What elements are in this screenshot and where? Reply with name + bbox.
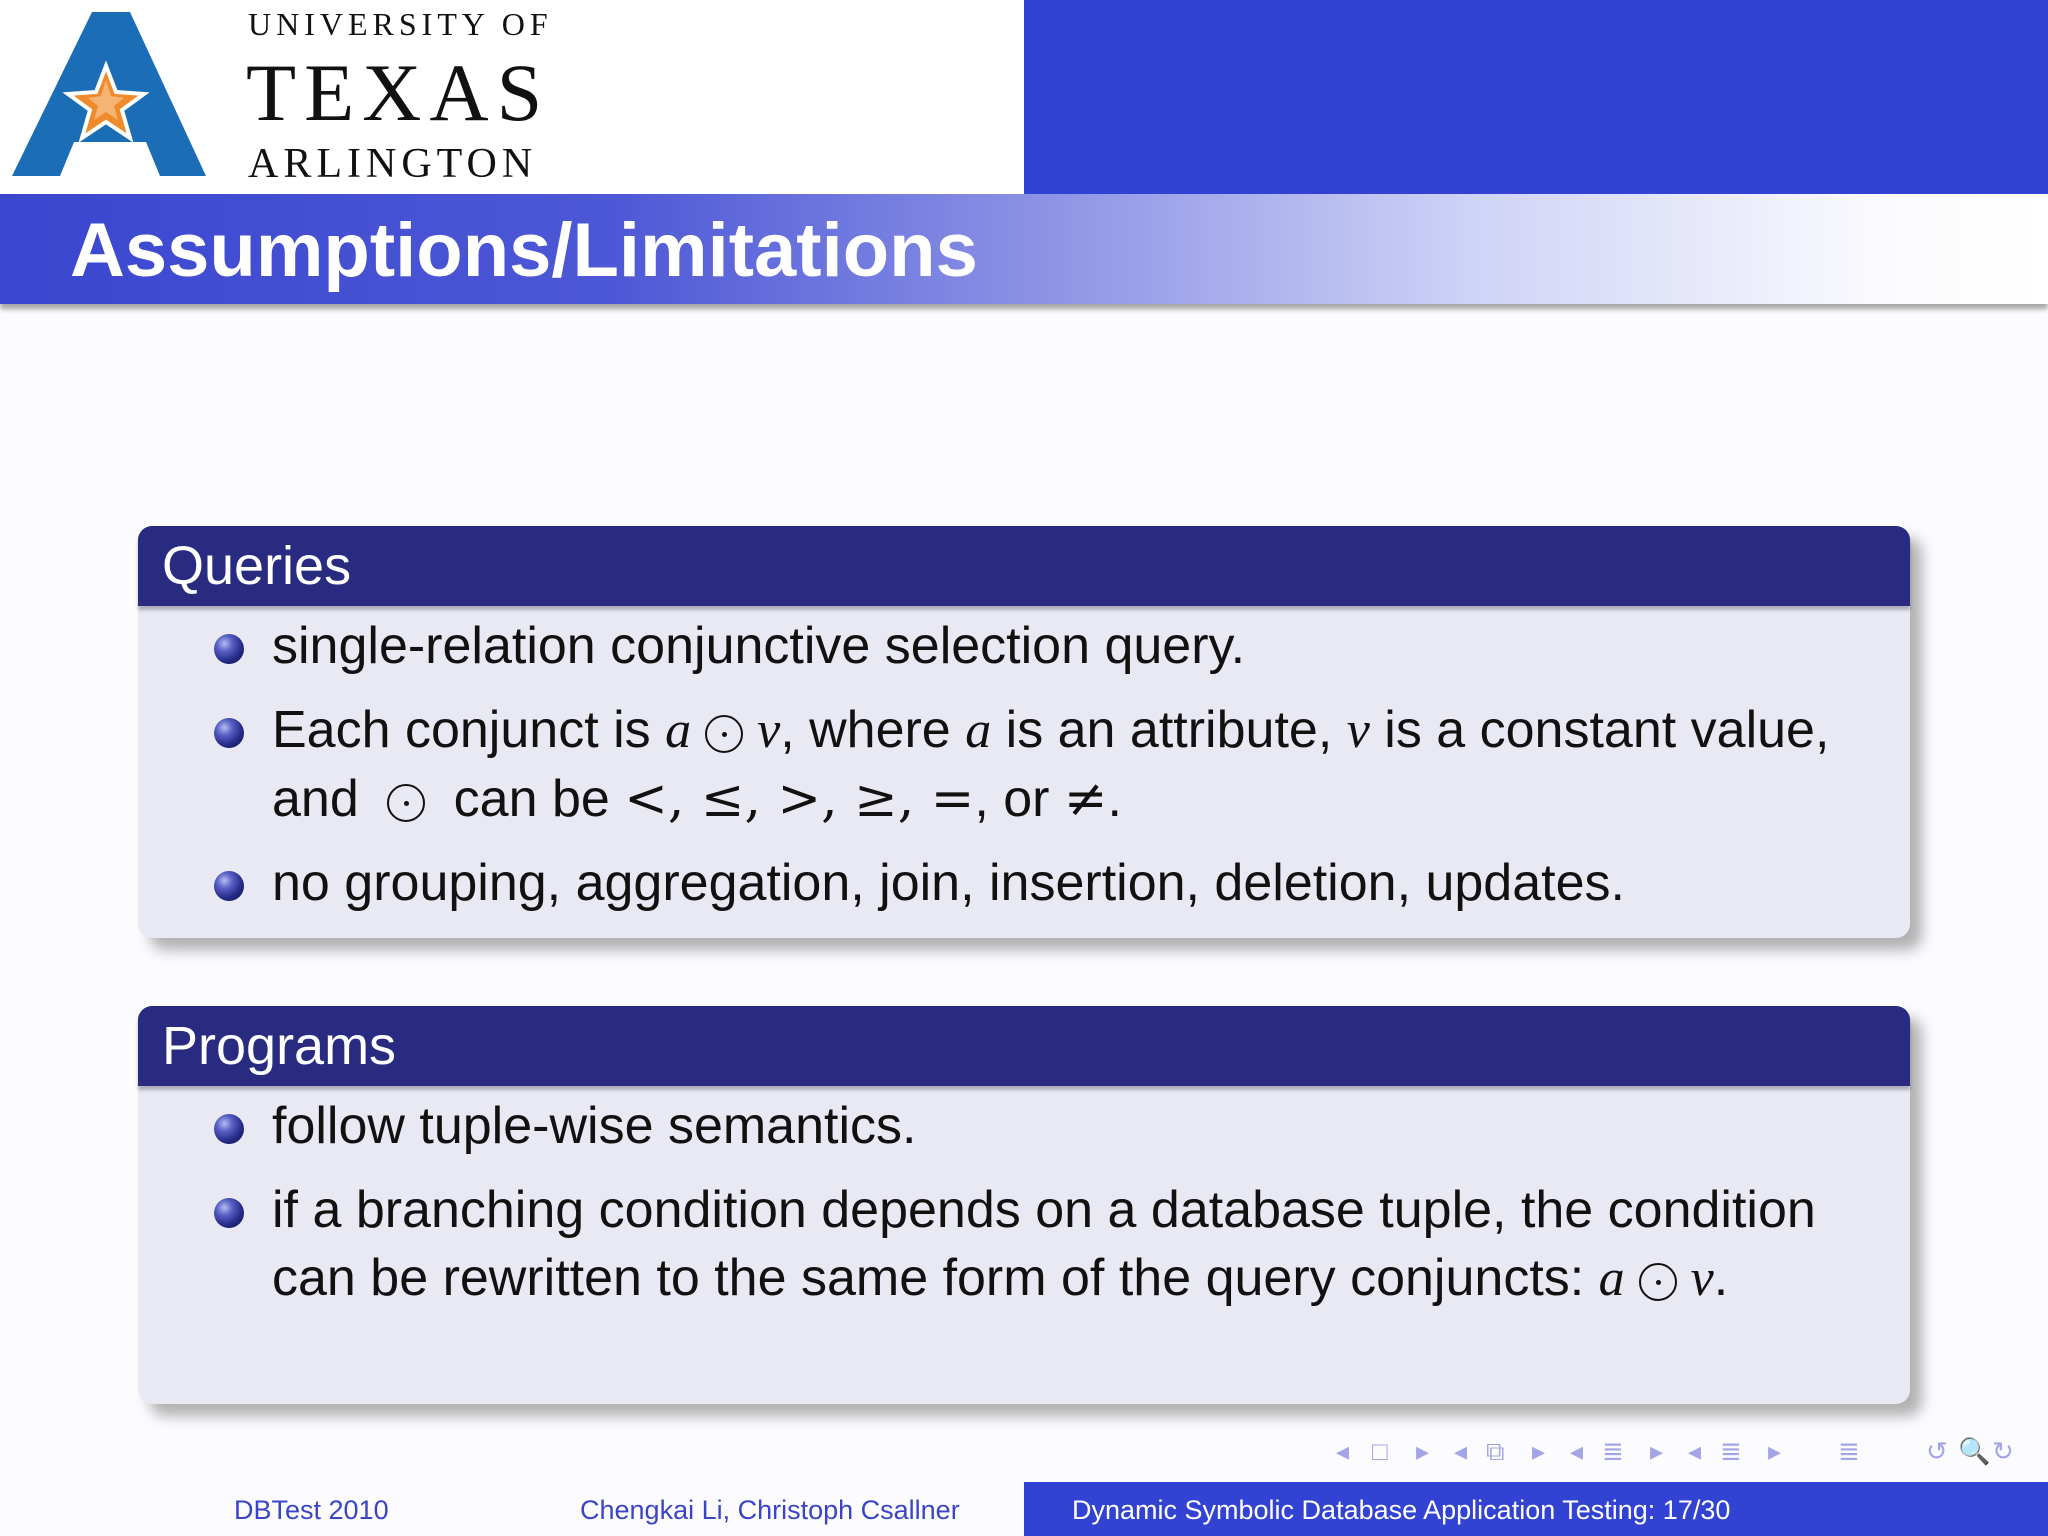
next-frame-arrow-icon[interactable]: ▸ (1532, 1436, 1546, 1466)
slide-footer (0, 1482, 2048, 1536)
odot-operator-icon (387, 784, 425, 822)
footer-conference: DBTest 2010 (234, 1495, 389, 1525)
uta-logo-icon (12, 8, 206, 180)
bullet-icon (214, 718, 244, 748)
math-var-v: v (1346, 702, 1370, 759)
next-section-arrow-icon[interactable]: ▸ (1768, 1436, 1782, 1466)
bullet-icon (214, 634, 244, 664)
list-item (138, 1176, 1910, 1313)
queries-list (138, 612, 1910, 933)
math-var-a: a (965, 702, 992, 759)
footer-right-panel (1024, 1482, 2048, 1536)
back-icon[interactable]: ↺ (1926, 1436, 1948, 1466)
programs-block-header (138, 1006, 1910, 1086)
odot-operator-icon (705, 715, 743, 753)
item-text: is an attribute, (991, 701, 1347, 759)
queries-block-header (138, 526, 1910, 606)
programs-block (138, 1006, 1910, 1404)
beamer-navigation-symbols (1336, 1436, 2036, 1466)
item-text: no grouping, aggregation, join, insertion, deletion, updates. (272, 854, 1625, 912)
logo-text-arlington: ARLINGTON (248, 141, 538, 187)
prev-section-arrow-icon[interactable]: ◂ (1688, 1436, 1702, 1466)
header-left-panel (0, 0, 1024, 194)
next-slide-arrow-icon[interactable]: ▸ (1416, 1436, 1430, 1466)
footer-left-panel (0, 1482, 1024, 1536)
programs-block-title: Programs (162, 1016, 397, 1076)
item-text: is a constant value, and (272, 701, 1830, 828)
item-text: , where (780, 701, 966, 759)
not-equal-operator: ≠ (1063, 769, 1108, 829)
bullet-icon (214, 1198, 244, 1228)
math-var-a: a (665, 702, 692, 759)
list-item (138, 1092, 1910, 1160)
forward-icon[interactable]: ↻ (1992, 1436, 2014, 1466)
document-icon[interactable]: ≣ (1838, 1436, 1860, 1466)
math-var-a: a (1598, 1250, 1625, 1307)
list-item (138, 849, 1910, 917)
logo-text-university-of: UNIVERSITY OF (248, 6, 553, 42)
item-text: . (1107, 770, 1122, 828)
odot-operator-icon (1639, 1263, 1677, 1301)
item-text: Each conjunct is (272, 701, 666, 759)
slide-header (0, 0, 2048, 194)
item-text: . (1713, 1249, 1729, 1307)
math-var-v: v (1690, 1250, 1714, 1307)
bullet-icon (214, 1114, 244, 1144)
queries-block (138, 526, 1910, 938)
list-item (138, 612, 1910, 680)
bullet-icon (214, 871, 244, 901)
item-text: if a branching condition depends on a database tuple, the condition can be rewritten to the same form of the query conjuncts: (272, 1181, 1816, 1307)
footer-talk-title: Dynamic Symbolic Database Application Testing: 17/30 (1072, 1495, 1731, 1525)
item-text: single-relation conjunctive selection query. (272, 617, 1246, 675)
prev-frame-arrow-icon[interactable]: ◂ (1454, 1436, 1468, 1466)
next-subsection-arrow-icon[interactable]: ▸ (1650, 1436, 1664, 1466)
frame-icon[interactable]: ⧉ (1486, 1436, 1505, 1466)
header-right-panel (1024, 0, 2048, 194)
item-text: , or (974, 770, 1064, 828)
slide-icon[interactable]: □ (1372, 1436, 1388, 1466)
item-text: follow tuple-wise semantics. (272, 1097, 917, 1155)
item-text: can be (439, 770, 625, 828)
math-var-v: v (757, 702, 781, 759)
comparison-operators: <, ≤, >, ≥, = (624, 769, 975, 829)
programs-list (138, 1092, 1910, 1329)
prev-slide-arrow-icon[interactable]: ◂ (1336, 1436, 1350, 1466)
footer-authors: Chengkai Li, Christoph Csallner (580, 1495, 960, 1525)
search-icon[interactable]: 🔍 (1958, 1436, 1991, 1466)
section-icon[interactable]: ≣ (1720, 1436, 1742, 1466)
subsection-icon[interactable]: ≣ (1602, 1436, 1624, 1466)
queries-block-title: Queries (162, 536, 352, 596)
list-item (138, 696, 1910, 833)
logo-text-texas: TEXAS (246, 47, 551, 138)
prev-subsection-arrow-icon[interactable]: ◂ (1570, 1436, 1584, 1466)
frame-title: Assumptions/Limitations (70, 208, 978, 293)
